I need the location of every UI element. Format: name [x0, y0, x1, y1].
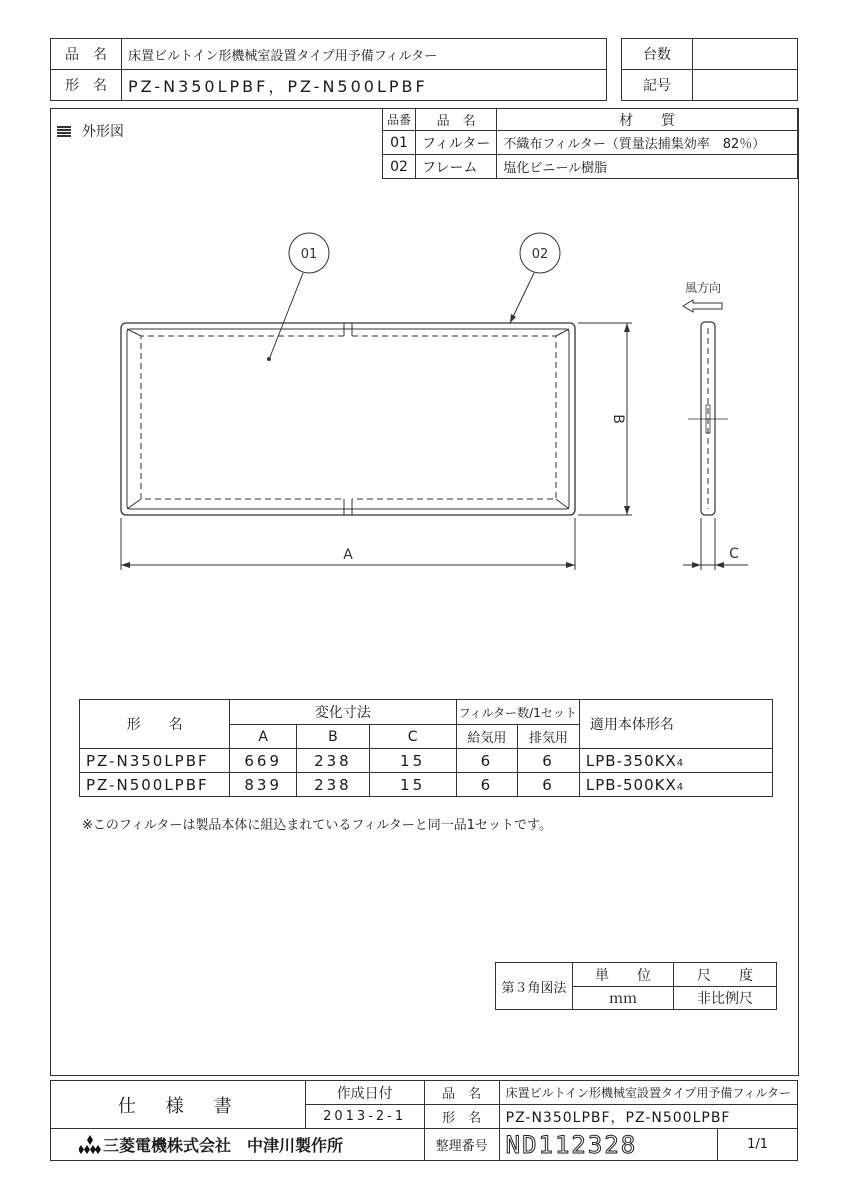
three-diamonds-logo-icon [79, 1135, 101, 1154]
spec-cell-exhaust: 6 [518, 749, 580, 773]
spec-header-body: 適用本体形名 [579, 700, 772, 749]
spec-cell-model: PZ-N350LPBF [80, 749, 230, 773]
dim-b-label: B [610, 414, 626, 424]
count-label: 台数 [622, 39, 693, 70]
spec-header-c: C [369, 725, 456, 749]
materials-row-name: フレーム [416, 155, 497, 179]
callout-01: 01 [300, 247, 318, 262]
title-block [50, 1080, 798, 1161]
spec-cell-body-suffix: 4 [676, 781, 685, 793]
scale-label: 尺 度 [674, 963, 777, 987]
ref-number: ND112328 [499, 1129, 718, 1161]
spec-cell-body [579, 773, 772, 797]
spec-cell-c: 15 [369, 749, 456, 773]
spec-header-exhaust: 排気用 [518, 725, 580, 749]
spec-cell-model: PZ-N500LPBF [80, 773, 230, 797]
spec-cell-body-model: LPB-500KX [585, 775, 677, 794]
footer-product-name: 床置ビルトイン形機械室設置タイプ用予備フィルター [499, 1081, 797, 1105]
spec-cell-body-model: LPB-350KX [585, 751, 677, 770]
footer-name-label: 品 名 [424, 1081, 499, 1105]
spec-header-supply: 給気用 [456, 725, 518, 749]
footer-date: 2013-2-1 [305, 1105, 424, 1129]
dim-a-label: A [343, 547, 353, 563]
spec-header-filters: フィルター数/1セット [456, 700, 579, 725]
header-product-name: 床置ビルトイン形機械室設置タイプ用予備フィルター [122, 39, 607, 70]
spec-cell-body [579, 749, 772, 773]
wind-arrow-icon [683, 300, 722, 312]
unit-label: 単 位 [573, 963, 674, 987]
materials-row-material: 塩化ビニール樹脂 [497, 155, 798, 179]
spec-cell-supply: 6 [456, 773, 518, 797]
footer-model: PZ-N350LPBF，PZ-N500LPBF [499, 1105, 797, 1129]
spec-cell-b: 238 [297, 749, 369, 773]
note-text: ※このフィルターは製品本体に組込まれているフィルターと同一品1セットです。 [82, 818, 553, 833]
callout-02: 02 [531, 247, 549, 262]
page-number: 1/1 [718, 1129, 798, 1161]
spec-table [79, 699, 773, 797]
date-label: 作成日付 [305, 1081, 424, 1105]
materials-row-name: フィルター [416, 131, 497, 155]
header-model: PZ-N350LPBF，PZ-N500LPBF [122, 70, 607, 101]
ref-label: 整理番号 [424, 1129, 499, 1161]
spec-header-a: A [230, 725, 297, 749]
materials-header-material: 材 質 [497, 109, 798, 131]
dim-c-label: C [729, 546, 739, 562]
spec-cell-supply: 6 [456, 749, 518, 773]
filter-frame-inner [127, 329, 569, 509]
filter-media-dashed [141, 336, 556, 499]
scale-value: 非比例尺 [674, 987, 777, 1010]
spec-cell-a: 669 [230, 749, 297, 773]
doc-type: 仕 様 書 [51, 1081, 306, 1129]
header-name-label: 品 名 [51, 39, 122, 70]
table-row [80, 749, 773, 773]
spec-header-b: B [297, 725, 369, 749]
symbol-label: 記号 [622, 70, 693, 101]
spec-cell-exhaust: 6 [518, 773, 580, 797]
section-title: 外形図 [82, 124, 124, 140]
filter-frame-outer [121, 323, 575, 515]
table-row [80, 773, 773, 797]
unit-value: ｍｍ [573, 987, 674, 1010]
projection-method: 第３角図法 [496, 963, 573, 1010]
spec-cell-a: 839 [230, 773, 297, 797]
header-model-label: 形 名 [51, 70, 122, 101]
spec-header-model: 形 名 [80, 700, 230, 749]
spec-cell-body-suffix: 4 [676, 757, 685, 769]
materials-header-no: 品番 [383, 109, 416, 131]
company-name: 三菱電機株式会社 中津川製作所 [103, 1136, 344, 1155]
materials-row-no: 01 [383, 131, 416, 155]
wind-direction-label: 風方向 [684, 281, 722, 295]
footer-model-label: 形 名 [424, 1105, 499, 1129]
company-cell [51, 1129, 425, 1161]
spec-cell-c: 15 [369, 773, 456, 797]
spec-cell-b: 238 [297, 773, 369, 797]
materials-row-no: 02 [383, 155, 416, 179]
materials-header-name: 品 名 [416, 109, 497, 131]
projection-table [495, 962, 777, 1010]
spec-header-dims: 変化寸法 [230, 700, 456, 725]
materials-row-material: 不織布フィルター（質量法捕集効率 82％） [497, 131, 798, 155]
